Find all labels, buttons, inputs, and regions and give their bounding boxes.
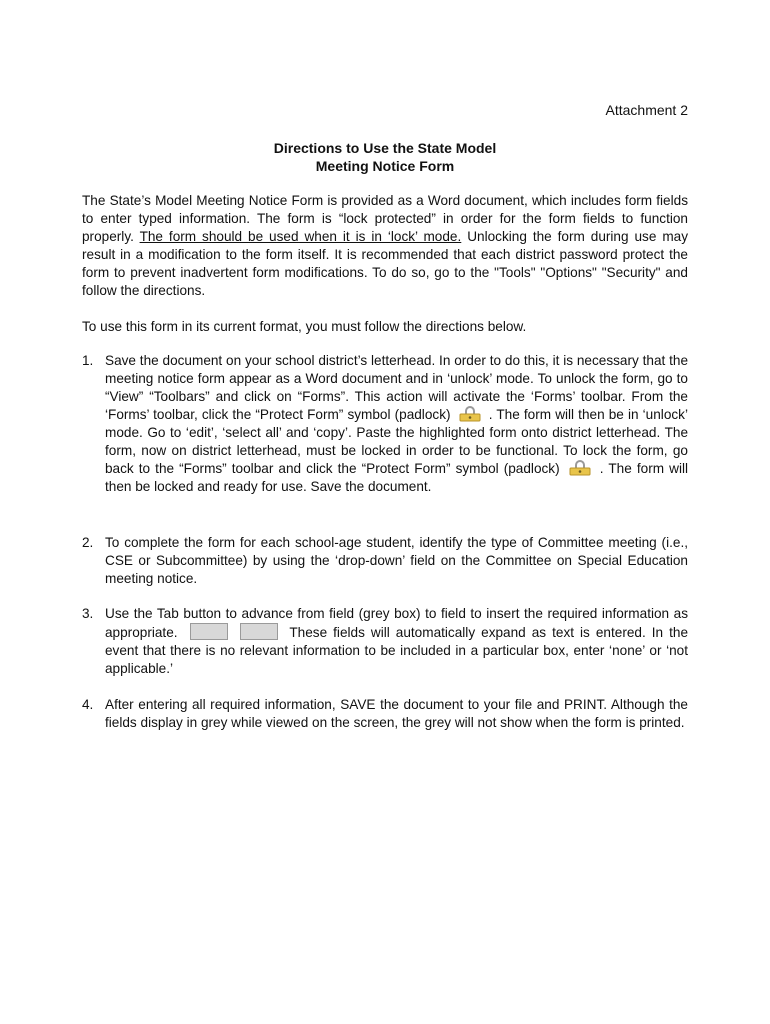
item-number: 4. xyxy=(82,697,94,712)
intro-underlined: The form should be used when it is in ‘lock’ mode. xyxy=(139,229,462,244)
intro-text-1: The State’s Model Meeting Notice Form is provided as a Word document, which includes form fields to enter typed information. The form is “lock protected” in order for the form fields to function properly. xyxy=(82,193,688,244)
list-item xyxy=(82,696,688,732)
title-line-1: Directions to Use the State Model xyxy=(273,140,497,156)
item-text xyxy=(105,605,688,678)
intro-paragraph xyxy=(82,192,688,300)
item-text: After entering all required information, SAVE the document to your file and PRINT. Although the fields display in grey while viewed on the screen, the grey will not show when the form is printed. xyxy=(105,697,688,730)
item-1-text-c: . The form will then be locked and ready for use. Save the document. xyxy=(105,461,689,494)
title-line-2: Meeting Notice Form xyxy=(315,158,455,174)
list-item xyxy=(82,352,688,496)
list-item xyxy=(82,605,688,678)
form-field-sample[interactable] xyxy=(190,623,228,640)
instruction-paragraph: To use this form in its current format, you must follow the directions below. xyxy=(82,319,527,334)
form-field-sample[interactable] xyxy=(240,623,278,640)
item-text xyxy=(105,352,688,496)
attachment-label: Attachment 2 xyxy=(605,102,688,118)
item-text: To complete the form for each school-age student, identify the type of Committee meeting (i.e., CSE or Subcommittee) by using the ‘drop-down’ field on the Committee on Special Education meeting notice. xyxy=(105,535,688,586)
item-number: 2. xyxy=(82,535,94,550)
padlock-icon xyxy=(457,406,483,422)
item-3-text-b: These fields will automatically expand as text is entered. In the event that there is no relevant information to be included in a particular box, enter ‘none’ or ‘not applicable.’ xyxy=(105,625,689,676)
intro-text-2: Unlocking the form during use may result in a modification to the form itself. It is recommended that each district password protect the form to prevent inadvertent form modifications. To do so, go to the "Tools" "Options" "Security" and follow the directions. xyxy=(82,229,688,298)
item-3-text-a: Use the Tab button to advance from field (grey box) to field to insert the required information as appropriate. xyxy=(105,606,688,640)
item-number: 3. xyxy=(82,606,94,621)
item-1-text-b: . The form will then be in ‘unlock’ mode. Go to ‘edit’, ‘select all’ and ‘copy’. Paste the highlighted form onto district letterhead. The form, now on district letterhead, must be locked in order to be functional. To lock the form, go back to the “Forms” toolbar and click the “Protect Form” symbol (padlock) xyxy=(105,407,688,476)
list-item xyxy=(82,534,688,588)
padlock-icon xyxy=(567,460,593,476)
document-title xyxy=(0,139,770,175)
item-number: 1. xyxy=(82,353,94,368)
item-1-text-a: Save the document on your school district’s letterhead. In order to do this, it is necessary that the meeting notice form appear as a Word document and in ‘unlock’ mode. To unlock the form, go to “View” “Toolbars” and click on “Forms”. This action will activate the ‘Forms’ toolbar. From the ‘Forms’ toolbar, click the “Protect Form” symbol (padlock) xyxy=(105,353,688,422)
